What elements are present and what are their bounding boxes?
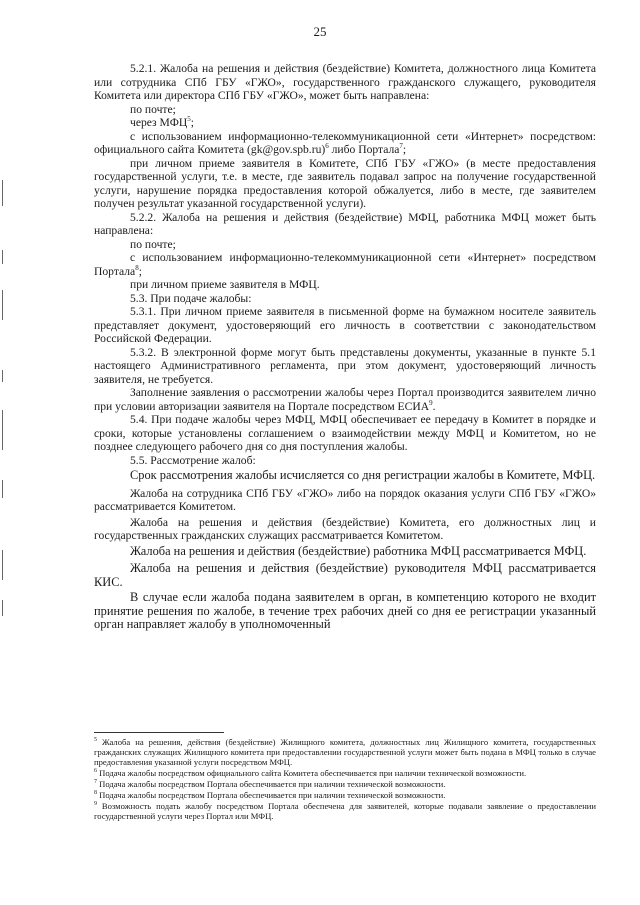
paragraph-by-mail: по почте; <box>130 102 176 116</box>
paragraph-committee-complaint: Жалоба на решения и действия (бездействие) Комитета, его должностных лиц и государственных гражданских служащих рассматривается Комитетом. <box>94 515 596 542</box>
footnote-separator <box>94 732 224 733</box>
footnote-ref-7: 7 <box>399 142 403 151</box>
footnote-6: $^6$ Подача жалобы посредством официального сайта Комитета обеспечивается при наличии технической возможности. <box>94 768 527 778</box>
paragraph-personal-reception-mfc: при личном приеме заявителя в МФЦ. <box>130 278 320 291</box>
paragraph-via-internet: с использованием информационно-телекоммуникационной сети «Интернет» посредством: официального сайта Комитета (gk@gov.spb.ru)$^6$ либо Портала$^7$; <box>94 129 596 156</box>
paragraph-mfc-worker-complaint: Жалоба на решения и действия (бездействие) работника МФЦ рассматривается МФЦ. <box>130 543 587 558</box>
footnote-ref-5: 5 <box>187 115 191 124</box>
footnote-9: $^9$ Возможность подать жалобу посредством Портала обеспечена для заявителей, которые подавали заявление о предоставлении государственной услуги через Портал или МФЦ. <box>94 801 597 821</box>
paragraph-5-3-2: 5.3.2. В электронной форме могут быть представлены документы, указанные в пункте 5.1 настоящего Административного регламента, при этом документ, удостоверяющий личность заявителя, не требуется. <box>94 345 596 386</box>
paragraph-by-mail-mfc: по почте; <box>130 237 176 251</box>
footnote-ref-9: 9 <box>429 398 433 407</box>
footnote-ref-8: 8 <box>135 263 139 272</box>
footnotes <box>94 737 596 822</box>
paragraph-wrong-authority: В случае если жалоба подана заявителем в орган, в компетенцию которого не входит принятие решения по жалобе, в течение трех рабочих дней со дня ее регистрации указанный орган направляет жалобу в уполномоченный <box>94 590 596 631</box>
paragraph-5-3: 5.3. При подаче жалобы: <box>130 291 252 305</box>
page-number: 25 <box>313 24 327 39</box>
paragraph-gzho-complaint: Жалоба на сотрудника СПб ГБУ «ГЖО» либо на порядок оказания услуги СПб ГБУ «ГЖО» рассматривается Комитетом. <box>94 486 596 513</box>
paragraph-5-2-2: 5.2.2. Жалоба на решения и действия (бездействие) МФЦ, работника МФЦ может быть направлена: <box>94 210 596 237</box>
footnote-ref-6: 6 <box>325 142 329 151</box>
paragraph-personal-reception: при личном приеме заявителя в Комитете, СПб ГБУ «ГЖО» (в месте предоставления государственной услуги, т.е. в месте, где заявитель подавал запрос на получение государственной услуги, нарушение порядка предоставления которой обжалуется, либо в месте, где заявителем получен результат указанной государственной услуги). <box>94 156 596 210</box>
paragraph-portal-filling: Заполнение заявления о рассмотрении жалобы через Портал производится заявителем лично при условии авторизации заявителя на Портале посредством ЕСИА$^9$. <box>94 386 596 413</box>
footnote-8: $^8$ Подача жалобы посредством Портала обеспечивается при наличии технической возможности. <box>94 790 446 800</box>
body-text <box>94 62 596 632</box>
scan-margin-marks <box>2 180 6 620</box>
paragraph-review-term: Срок рассмотрения жалобы исчисляется со дня регистрации жалобы в Комитете, МФЦ. <box>130 468 596 482</box>
paragraph-via-internet-portal: с использованием информационно-телекоммуникационной сети «Интернет» посредством Портала$^8$; <box>94 251 596 278</box>
paragraph-5-3-1: 5.3.1. При личном приеме заявителя в письменной форме на бумажном носителе заявитель представляет документ, удостоверяющий его личность в соответствии с законодательством Российской Федерации. <box>94 305 596 345</box>
paragraph-5-5: 5.5. Рассмотрение жалоб: <box>130 453 256 467</box>
footnote-7: $^7$ Подача жалобы посредством Портала обеспечивается при наличии технической возможности. <box>94 779 446 789</box>
footnote-5: $^5$ Жалоба на решения, действия (бездействие) Жилищного комитета, должностных лиц Жилищного комитета, государственных гражданских служащих Жилищного комитета при предоставлении государственной услуги может быть подана в МФЦ только в случае предоставления указанной услуги посредством МФЦ. <box>94 737 596 767</box>
paragraph-via-mfc: через МФЦ$^5$; <box>130 115 194 129</box>
paragraph-5-2-1: 5.2.1. Жалоба на решения и действия (бездействие) Комитета, должностного лица Комитета или сотрудника СПб ГБУ «ГЖО», государственного гражданского служащего, руководителя Комитета или директора СПб ГБУ «ГЖО», может быть направлена: <box>94 62 596 102</box>
paragraph-mfc-head-complaint: Жалоба на решения и действия (бездействие) руководителя МФЦ рассматривается КИС. <box>94 561 596 589</box>
paragraph-5-4: 5.4. При подаче жалобы через МФЦ, МФЦ обеспечивает ее передачу в Комитет в порядке и сроки, которые установлены соглашением о взаимодействии между МФЦ и Комитетом, но не позднее следующего рабочего дня со дня поступления жалобы. <box>94 413 596 453</box>
